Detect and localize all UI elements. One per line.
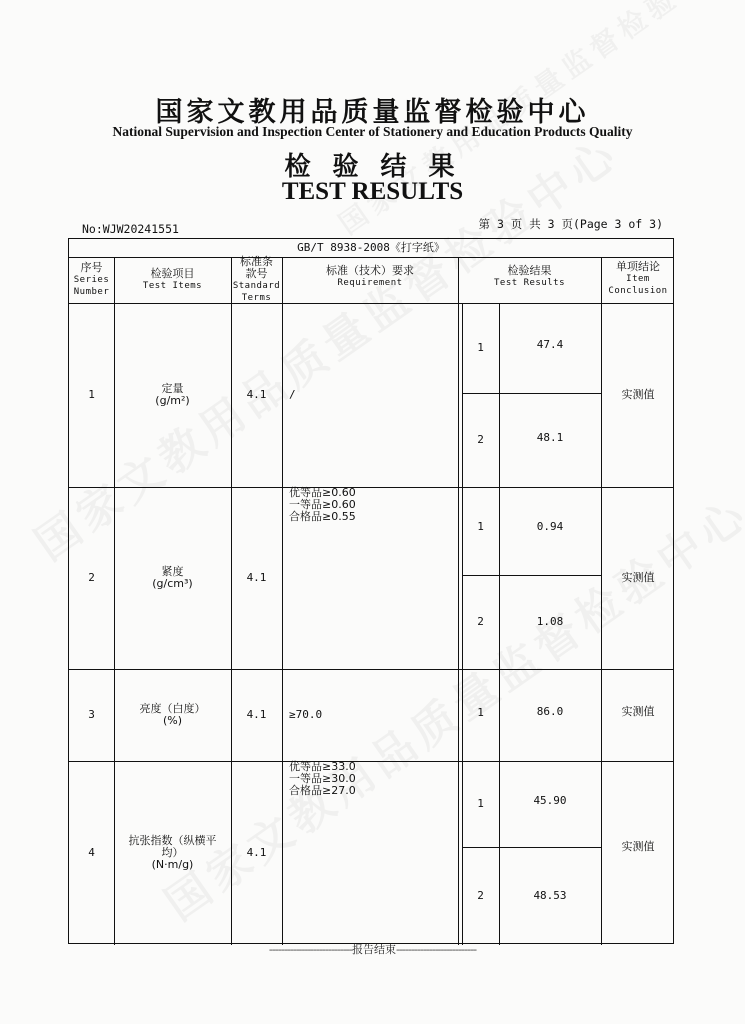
row-requirement: / <box>289 388 296 401</box>
row-terms: 4.1 <box>246 571 267 584</box>
row-serial: 2 <box>88 571 95 584</box>
page-info: 第 3 页 共 3 页(Page 3 of 3) <box>478 217 663 231</box>
results-table <box>68 238 674 944</box>
row-conclusion: 实测值 <box>621 388 655 401</box>
org-name-en: National Supervision and Inspection Center of Stationery and Education Products Quality <box>112 124 633 139</box>
header-test-items: 检验项目 Test Items <box>142 267 203 291</box>
standard-name: GB/T 8938-2008《打字纸》 <box>69 239 673 258</box>
row-test-item: 定量 (g/m²) <box>155 382 190 407</box>
result-value: 0.94 <box>536 520 564 533</box>
report-end-line: ----------------------------报告结束--------------------------- <box>268 943 477 956</box>
row-terms: 4.1 <box>246 388 267 401</box>
result-index: 1 <box>477 797 484 810</box>
doc-title-cn: 检验结果 <box>284 152 477 182</box>
row-test-item: 抗张指数（纵横平 均） (N·m/g) <box>128 834 217 871</box>
row-conclusion: 实测值 <box>621 705 655 718</box>
result-index: 2 <box>477 889 484 902</box>
row-terms: 4.1 <box>246 708 267 721</box>
report-number: No:WJW20241551 <box>82 222 179 236</box>
row-requirement: 优等品≥0.60 一等品≥0.60 合格品≥0.55 <box>289 486 356 523</box>
row-conclusion: 实测值 <box>621 571 655 584</box>
result-index: 1 <box>477 341 484 354</box>
result-index: 1 <box>477 520 484 533</box>
result-value: 86.0 <box>536 705 564 718</box>
header-serial: 序号 Series Number <box>73 261 110 297</box>
header-standard-terms: 标准条 款号 Standard Terms <box>232 255 281 303</box>
col-divider <box>458 257 459 945</box>
doc-title-en: TEST RESULTS <box>281 178 464 205</box>
result-index: 1 <box>477 706 484 719</box>
result-value: 47.4 <box>536 338 564 351</box>
row-serial: 1 <box>88 388 95 401</box>
row-serial: 3 <box>88 708 95 721</box>
org-name-cn: 国家文教用品质量监督检验中心 <box>155 97 590 128</box>
result-value: 45.90 <box>533 794 567 807</box>
result-value: 1.08 <box>536 615 564 628</box>
result-index: 2 <box>477 433 484 446</box>
header-conclusion: 单项结论 Item Conclusion <box>608 260 668 296</box>
header-requirement: 标准（技术）要求 Requirement <box>326 264 414 288</box>
row-requirement: ≥70.0 <box>289 708 323 721</box>
report-end-text: 报告结束 <box>351 943 396 956</box>
row-requirement: 优等品≥33.0 一等品≥30.0 合格品≥27.0 <box>289 760 356 797</box>
row-conclusion: 实测值 <box>621 840 655 853</box>
row-serial: 4 <box>88 846 95 859</box>
result-value: 48.53 <box>533 889 567 902</box>
result-value: 48.1 <box>536 431 564 444</box>
row-test-item: 紧度 (g/cm³) <box>152 565 193 590</box>
header-test-results: 检验结果 Test Results <box>493 264 566 288</box>
result-index: 2 <box>477 615 484 628</box>
row-terms: 4.1 <box>246 846 267 859</box>
row-test-item: 亮度（白度） (%) <box>139 702 206 727</box>
